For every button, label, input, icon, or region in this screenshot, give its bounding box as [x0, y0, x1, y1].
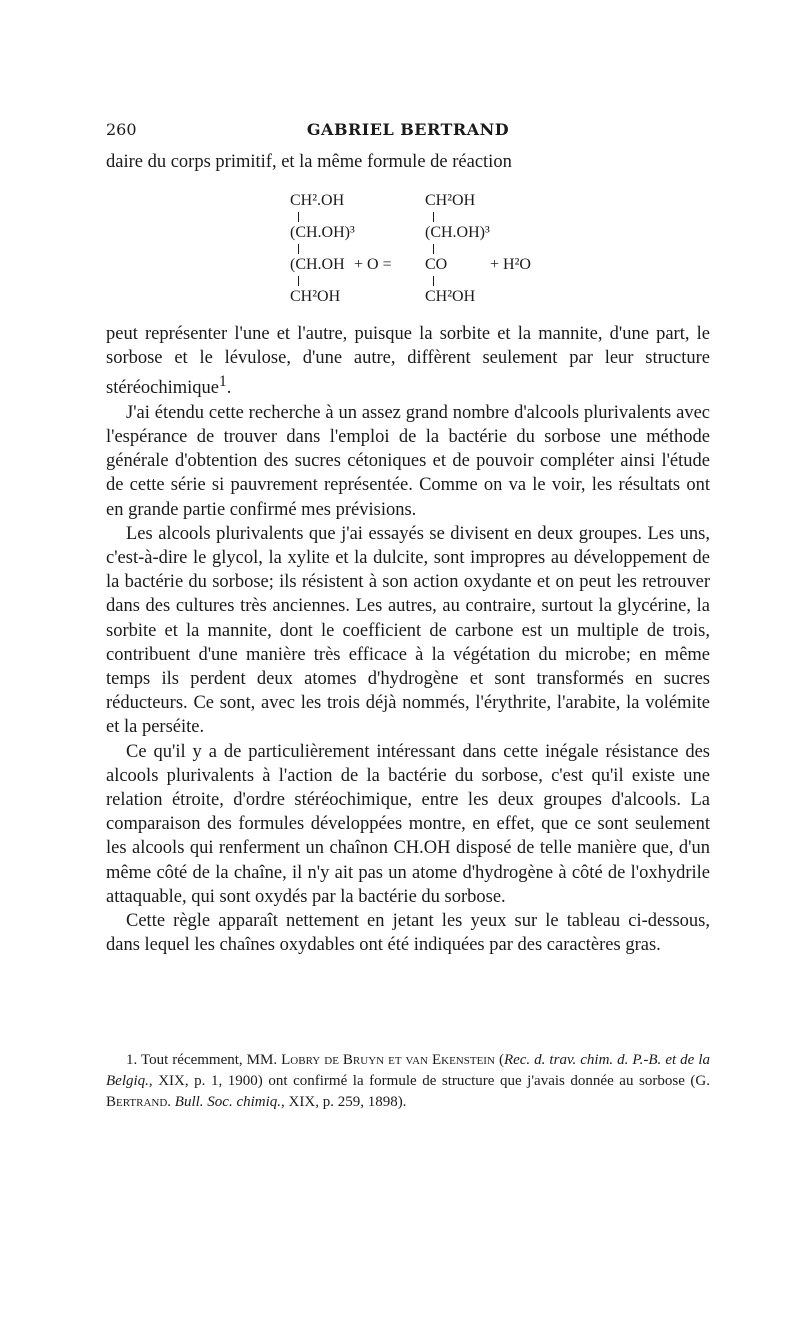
footnote-text: . [167, 1094, 172, 1110]
formula-left-1: CH².OH [290, 192, 345, 209]
formula-right-2: (CH.OH)³ [425, 224, 490, 241]
bond-line [298, 212, 299, 222]
formula-plus-oxygen: + O = [354, 256, 392, 273]
footnote-author: Bertrand [106, 1094, 168, 1110]
footnote-journal: Rec. d. trav. chim. d. P.-B. et de la Belgiq. [106, 1052, 710, 1089]
body-text [106, 322, 710, 957]
footnote-1 [106, 1050, 710, 1113]
footnote-text: , XIX, p. 1, 1900) ont confirmé la formule de structure que j'avais donnée au sorbose (G. [148, 1073, 710, 1089]
page-number: 260 [106, 120, 137, 139]
paragraph-3: Les alcools plurivalents que j'ai essayés se divisent en deux groupes. Les uns, c'est-à-dire le glycol, la xylite et la dulcite, sont impropres au développement de la bactérie du sorbose; ils résistent à son action oxydante et on peut les retrouver dans des cultures très anciennes. Les autres, au contraire, surtout la glycérine, la sorbite et la mannite, dont le coefficient de carbone est un multiple de trois, contribuent d'une manière très efficace à la végétation du microbe; en même temps ils perdent deux atomes d'hydrogène et sont transformés en sucres réducteurs. Ce sont, avec les trois déjà nommés, l'érythrite, l'arabite, la volémite et la perséite. [106, 523, 710, 738]
paragraph-1-end: . [226, 378, 232, 399]
formula-plus-water: + H²O [490, 256, 531, 273]
bond-line [433, 276, 434, 286]
paragraph-1-text: peut représenter l'une et l'autre, puisque la sorbite et la mannite, d'une part, le sorbose et le lévulose, d'une autre, diffèrent seulement par leur structure stéréochimique [106, 324, 710, 399]
formula-right-4: CH²OH [425, 288, 476, 305]
footnote [106, 1050, 710, 1113]
formula-right-1: CH²OH [425, 192, 476, 209]
intro-line: daire du corps primitif, et la même formule de réaction [106, 152, 512, 172]
footnote-text: Tout récemment, MM. [141, 1052, 278, 1068]
page-header [106, 120, 710, 142]
formula-left-2: (CH.OH)³ [290, 224, 355, 241]
bond-line [298, 276, 299, 286]
paragraph-5: Cette règle apparaît nettement en jetant les yeux sur le tableau ci-dessous, dans lequel les chaînes oxydables ont été indiquées par des caractères gras. [106, 911, 710, 956]
paragraph-4: Ce qu'il y a de particulièrement intéressant dans cette inégale résistance des alcools plurivalents à l'action de la bactérie du sorbose, c'est qu'il existe une relation étroite, d'ordre stéréochimique, entre les deux groupes d'alcools. La comparaison des formules développées montre, en effet, que ce sont seulement les alcools qui renferment un chaînon CH.OH disposé de telle manière que, d'un même côté de la chaîne, il n'y ait pas un atome d'hydrogène à côté de l'oxhydrile attaquable, qui sont oxydés par la bactérie du sorbose. [106, 741, 710, 907]
footnote-ref: 1 [219, 373, 227, 391]
formula-right-3: CO [425, 256, 448, 273]
paragraph-1 [106, 322, 710, 401]
running-head: GABRIEL BERTRAND [306, 120, 510, 139]
footnote-journal: Bull. Soc. chimiq. [174, 1094, 282, 1110]
bond-line [298, 244, 299, 254]
bond-line [433, 244, 434, 254]
paragraph-2: J'ai étendu cette recherche à un assez grand nombre d'alcools plurivalents avec l'espérance de trouver dans l'emploi de la bactérie du sorbose une méthode générale d'obtention des sucres cétoniques et de pouvoir compléter ainsi l'étude de cette série si pauvrement représentée. Comme on va le voir, les résultats ont en grande partie confirmé mes prévisions. [106, 402, 710, 520]
bond-line [433, 212, 434, 222]
footnote-number: 1. [126, 1052, 138, 1068]
intro-line-block [106, 150, 710, 174]
formula-left-3: (CH.OH [290, 256, 345, 273]
footnote-text: , XIX, p. 259, 1898). [281, 1094, 407, 1110]
formula-left-4: CH²OH [290, 288, 341, 305]
footnote-authors: Lobry de Bruyn et van Ekenstein [281, 1052, 495, 1068]
reaction-formula [290, 192, 570, 312]
footnote-text: ( [498, 1052, 504, 1068]
